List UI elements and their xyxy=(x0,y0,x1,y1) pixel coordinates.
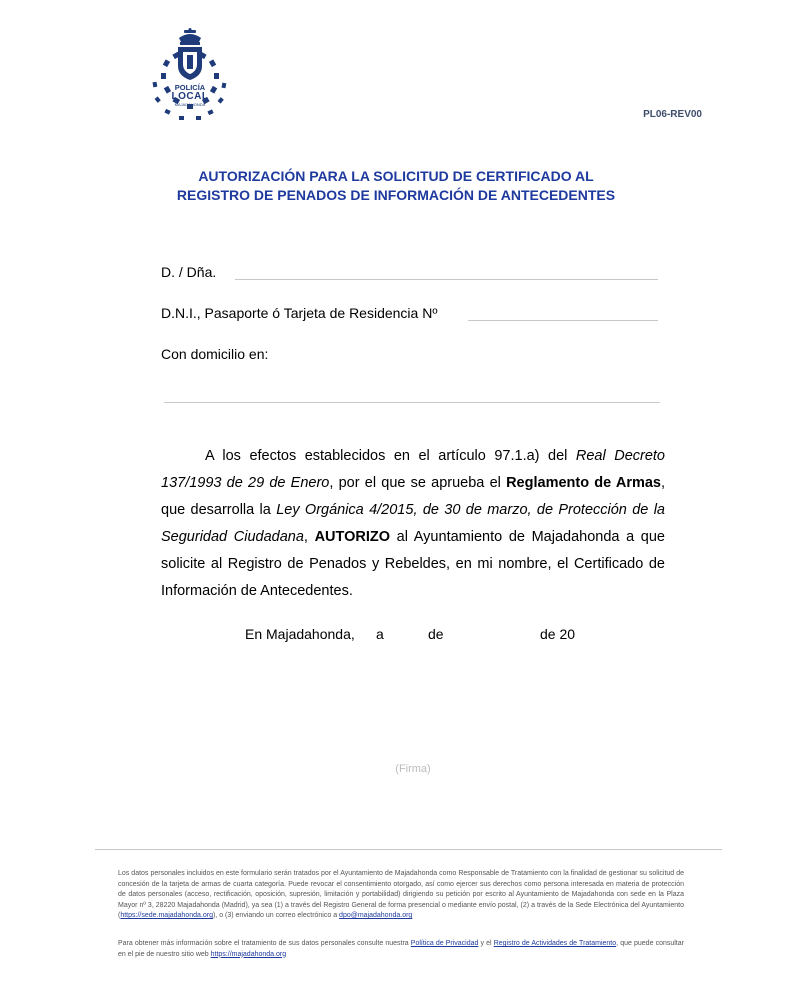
para-part-7: , xyxy=(303,529,315,545)
date-a: a xyxy=(376,626,384,642)
date-de-2: de 20 xyxy=(540,626,576,642)
legal-text-1: Los datos personales incluidos en este formulario serán tratados por el Ayuntamiento de Majadahonda como Responsable de Tratamiento con la finalidad de gestionar su solicitud de concesión de la tarjeta de armas de cuarta categoría. Puede revocar el consentimiento otorgado, así como ejercer sus derechos como persona interesada en materia de protección de datos personales (acceso, rectificación, oposición, supresión, limitación y portabilidad) dirigiendo su petición por escrito al Ayuntamiento de Majadahonda con sede en la Plaza Mayor nº 3, 28220 Majadahonda (Madrid), ya sea (1) a través del Registro General de forma presencial o mediante envío postal, (2) a través de la Sede Electrónica del Ayuntamiento ( xyxy=(118,870,684,919)
date-de-1: de xyxy=(428,626,444,642)
document-title xyxy=(0,167,792,205)
legal-text-2b: y el xyxy=(478,940,494,947)
signature-placeholder: (Firma) xyxy=(395,763,431,775)
privacy-policy-link[interactable]: Política de Privacidad xyxy=(410,940,479,947)
title-line-1: AUTORIZACIÓN PARA LA SOLICITUD DE CERTIFICADO AL xyxy=(198,168,594,184)
dpo-email-link[interactable]: dpo@majadahonda.org xyxy=(339,912,413,919)
name-label: D. / Dña. xyxy=(161,264,217,280)
para-part-3: , por el que se aprueba el xyxy=(329,475,507,491)
website-link[interactable]: https://majadahonda.org xyxy=(210,950,287,958)
address-label: Con domicilio en: xyxy=(161,346,269,362)
date-place: En Majadahonda, xyxy=(245,626,355,642)
para-reglamento: Reglamento de Armas xyxy=(506,475,661,491)
police-crest-icon xyxy=(148,28,232,128)
para-part-1: A los efectos establecidos en el artículo 97.1.a) del xyxy=(205,448,576,464)
legal-notice xyxy=(118,869,684,922)
police-logo xyxy=(148,28,232,128)
legal-text-2a: Para obtener más información sobre el tratamiento de sus datos personales consulte nuestra xyxy=(118,940,411,947)
logo-line-1: POLICÍA xyxy=(174,83,206,92)
logo-line-2: LOCAL xyxy=(171,91,209,102)
activities-registry-link[interactable]: Registro de Actividades de Tratamiento xyxy=(493,940,617,947)
authorization-paragraph xyxy=(161,443,665,605)
para-real-decreto: Real Decreto 137/1993 de 29 de Enero xyxy=(161,448,666,491)
dni-label: D.N.I., Pasaporte ó Tarjeta de Residencia Nº xyxy=(161,305,438,321)
address-field[interactable] xyxy=(164,402,660,403)
legal-more-info xyxy=(118,939,684,960)
sede-link[interactable]: https://sede.majadahonda.org xyxy=(120,912,213,919)
para-part-9: al Ayuntamiento de Majadahonda a que solicite al Registro de Penados y Rebeldes, en mi nombre, el Certificado de Información de Antecedentes. xyxy=(161,529,665,599)
name-field[interactable] xyxy=(235,279,658,280)
footer-divider xyxy=(95,849,722,850)
legal-text-1b: ), o (3) enviando un correo electrónico a xyxy=(212,912,340,919)
document-code: PL06-REV00 xyxy=(643,109,702,120)
dni-field[interactable] xyxy=(468,320,658,321)
para-ley-organica: Ley Orgánica 4/2015, de 30 de marzo, de Protección de la Seguridad Ciudadana xyxy=(161,502,665,545)
para-autorizo: AUTORIZO xyxy=(314,529,391,545)
title-line-2: REGISTRO DE PENADOS DE INFORMACIÓN DE ANTECEDENTES xyxy=(176,187,616,203)
logo-line-3: MAJADAHONDA xyxy=(174,102,206,107)
para-part-5: , que desarrolla la xyxy=(161,475,666,518)
legal-text-2c: , que puede consultar en el pie de nuestro sitio web xyxy=(118,940,684,958)
